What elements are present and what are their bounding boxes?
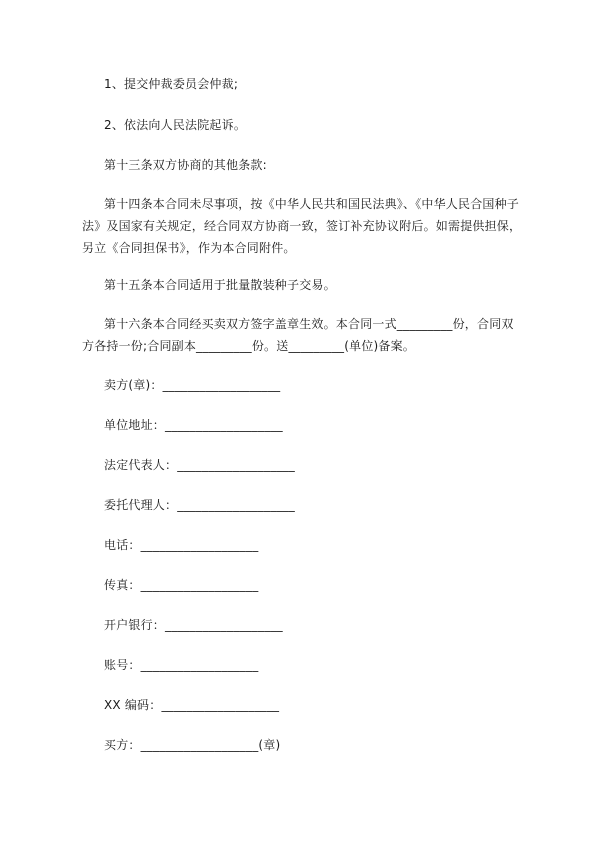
article-14 (82, 193, 522, 259)
field-unit-address: 单位地址：___________________ (104, 418, 283, 432)
article-14-text: 第十四条本合同未尽事项，按《中华人民共和国民法典》、《中华人民合国种子法》及国家有关规定，经合同双方协商一致，签订补充协议附后。如需提供担保，另立《合同担保书》，作为本合同附件。 (82, 197, 522, 255)
field-authorized-agent: 委托代理人：___________________ (104, 498, 296, 512)
dispute-option-lawsuit: 2、依法向人民法院起诉。 (104, 118, 247, 132)
article-13: 第十三条双方协商的其他条款: (104, 158, 267, 172)
field-code: XX 编码：___________________ (104, 698, 280, 712)
field-seller-seal: 卖方(章)：___________________ (104, 378, 281, 392)
field-phone: 电话：___________________ (104, 538, 259, 552)
field-bank: 开户银行：___________________ (104, 618, 283, 632)
article-15: 第十五条本合同适用于批量散装种子交易。 (104, 278, 336, 292)
field-buyer-seal: 买方：___________________(章) (104, 738, 281, 752)
article-16 (82, 313, 522, 357)
field-fax: 传真：___________________ (104, 578, 259, 592)
field-account: 账号：___________________ (104, 658, 259, 672)
dispute-option-arbitration: 1、提交仲裁委员会仲裁; (104, 77, 239, 91)
article-16-text: 第十六条本合同经买卖双方签字盖章生效。本合同一式_________份，合同双方各持一份;合同副本_________份。送_________(单位)备案。 (82, 317, 514, 353)
field-legal-representative: 法定代表人：___________________ (104, 458, 296, 472)
